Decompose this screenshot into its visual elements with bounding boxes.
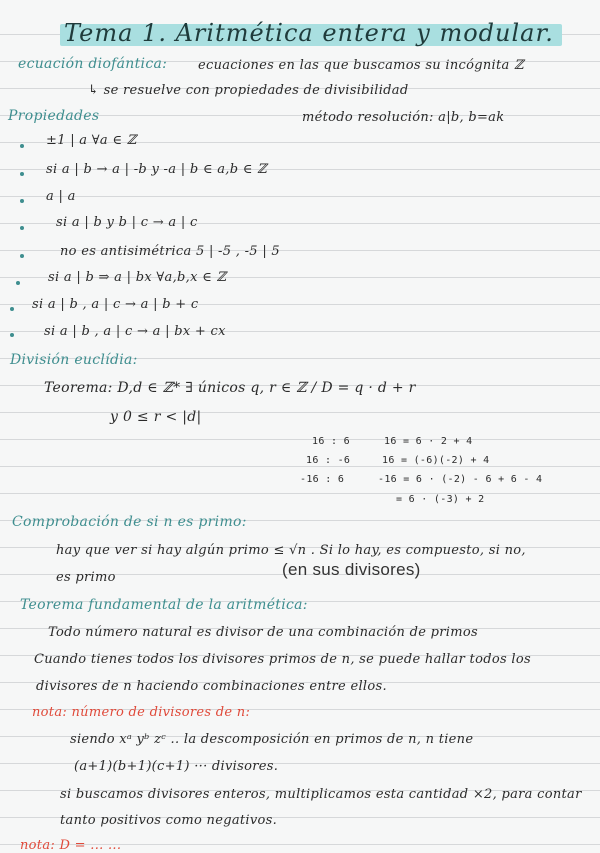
property-7: si a | b , a | c → a | b + c	[32, 297, 199, 312]
diophantine-definition: ecuaciones en las que buscamos su incógnita ℤ	[198, 58, 524, 73]
property-8: si a | b , a | c → a | bx + cx	[44, 324, 226, 339]
method-note: método resolución: a|b, b=ak	[302, 110, 505, 125]
diophantine-resolution: ↳ se resuelve con propiedades de divisibilidad	[88, 83, 409, 98]
note-line-1: siendo xᵃ yᵇ zᶜ .. la descomposición en primos de n, n tiene	[70, 732, 474, 747]
example-left-2: 16 : -6	[306, 455, 351, 466]
prime-check-line-1: hay que ver si hay algún primo ≤ √n . Si lo hay, es compuesto, si no,	[56, 543, 526, 558]
bullet-7	[10, 307, 14, 311]
fundamental-line-2: Cuando tienes todos los divisores primos de n, se puede hallar todos los	[34, 652, 531, 667]
note-line-4: tanto positivos como negativos.	[60, 813, 278, 828]
prime-check-printed-note: (en sus divisores)	[282, 560, 421, 579]
bullet-8	[10, 333, 14, 337]
fundamental-line-1: Todo número natural es divisor de una combinación de primos	[48, 625, 478, 640]
page-title: Tema 1. Aritmética entera y modular.	[64, 19, 554, 47]
prime-check-heading: Comprobación de si n es primo:	[12, 514, 247, 530]
example-left-3: -16 : 6	[300, 474, 345, 485]
fundamental-line-3: divisores de n haciendo combinaciones entre ellos.	[36, 679, 387, 694]
property-4: si a | b y b | c → a | c	[56, 215, 198, 230]
property-1: ±1 | a ∀a ∈ ℤ	[46, 133, 137, 148]
note-line-2: (a+1)(b+1)(c+1) ··· divisores.	[74, 759, 279, 774]
example-left-1: 16 : 6	[312, 436, 350, 447]
property-3: a | a	[46, 189, 76, 204]
property-2: si a | b → a | -b y -a | b ∈ a,b ∈ ℤ	[46, 162, 267, 177]
example-right-4: = 6 · (-3) + 2	[396, 494, 485, 505]
division-heading: División euclídia:	[10, 352, 138, 368]
division-condition: y 0 ≤ r < |d|	[110, 409, 202, 425]
prime-check-line-2: es primo	[56, 570, 116, 585]
example-right-2: 16 = (-6)(-2) + 4	[382, 455, 490, 466]
division-theorem: Teorema: D,d ∈ ℤ* ∃ únicos q, r ∈ ℤ / D = q · d + r	[44, 380, 416, 396]
bullet-6	[16, 281, 20, 285]
property-5: no es antisimétrica 5 | -5 , -5 | 5	[60, 244, 280, 259]
example-right-1: 16 = 6 · 2 + 4	[384, 436, 473, 447]
example-right-3: -16 = 6 · (-2) - 6 + 6 - 4	[378, 474, 543, 485]
note-footer: nota: D = ... ...	[20, 838, 122, 853]
note-heading: nota: número de divisores de n:	[32, 705, 251, 720]
properties-heading: Propiedades	[8, 108, 100, 124]
bullet-1	[20, 144, 24, 148]
fundamental-heading: Teorema fundamental de la aritmética:	[20, 597, 308, 613]
diophantine-label: ecuación diofántica:	[18, 56, 168, 72]
note-line-3: si buscamos divisores enteros, multiplicamos esta cantidad ×2, para contar	[60, 787, 582, 802]
property-6: si a | b ⇒ a | bx ∀a,b,x ∈ ℤ	[48, 270, 227, 285]
bullet-5	[20, 254, 24, 258]
bullet-2	[20, 172, 24, 176]
bullet-4	[20, 226, 24, 230]
title-highlight	[60, 19, 562, 47]
bullet-3	[20, 199, 24, 203]
